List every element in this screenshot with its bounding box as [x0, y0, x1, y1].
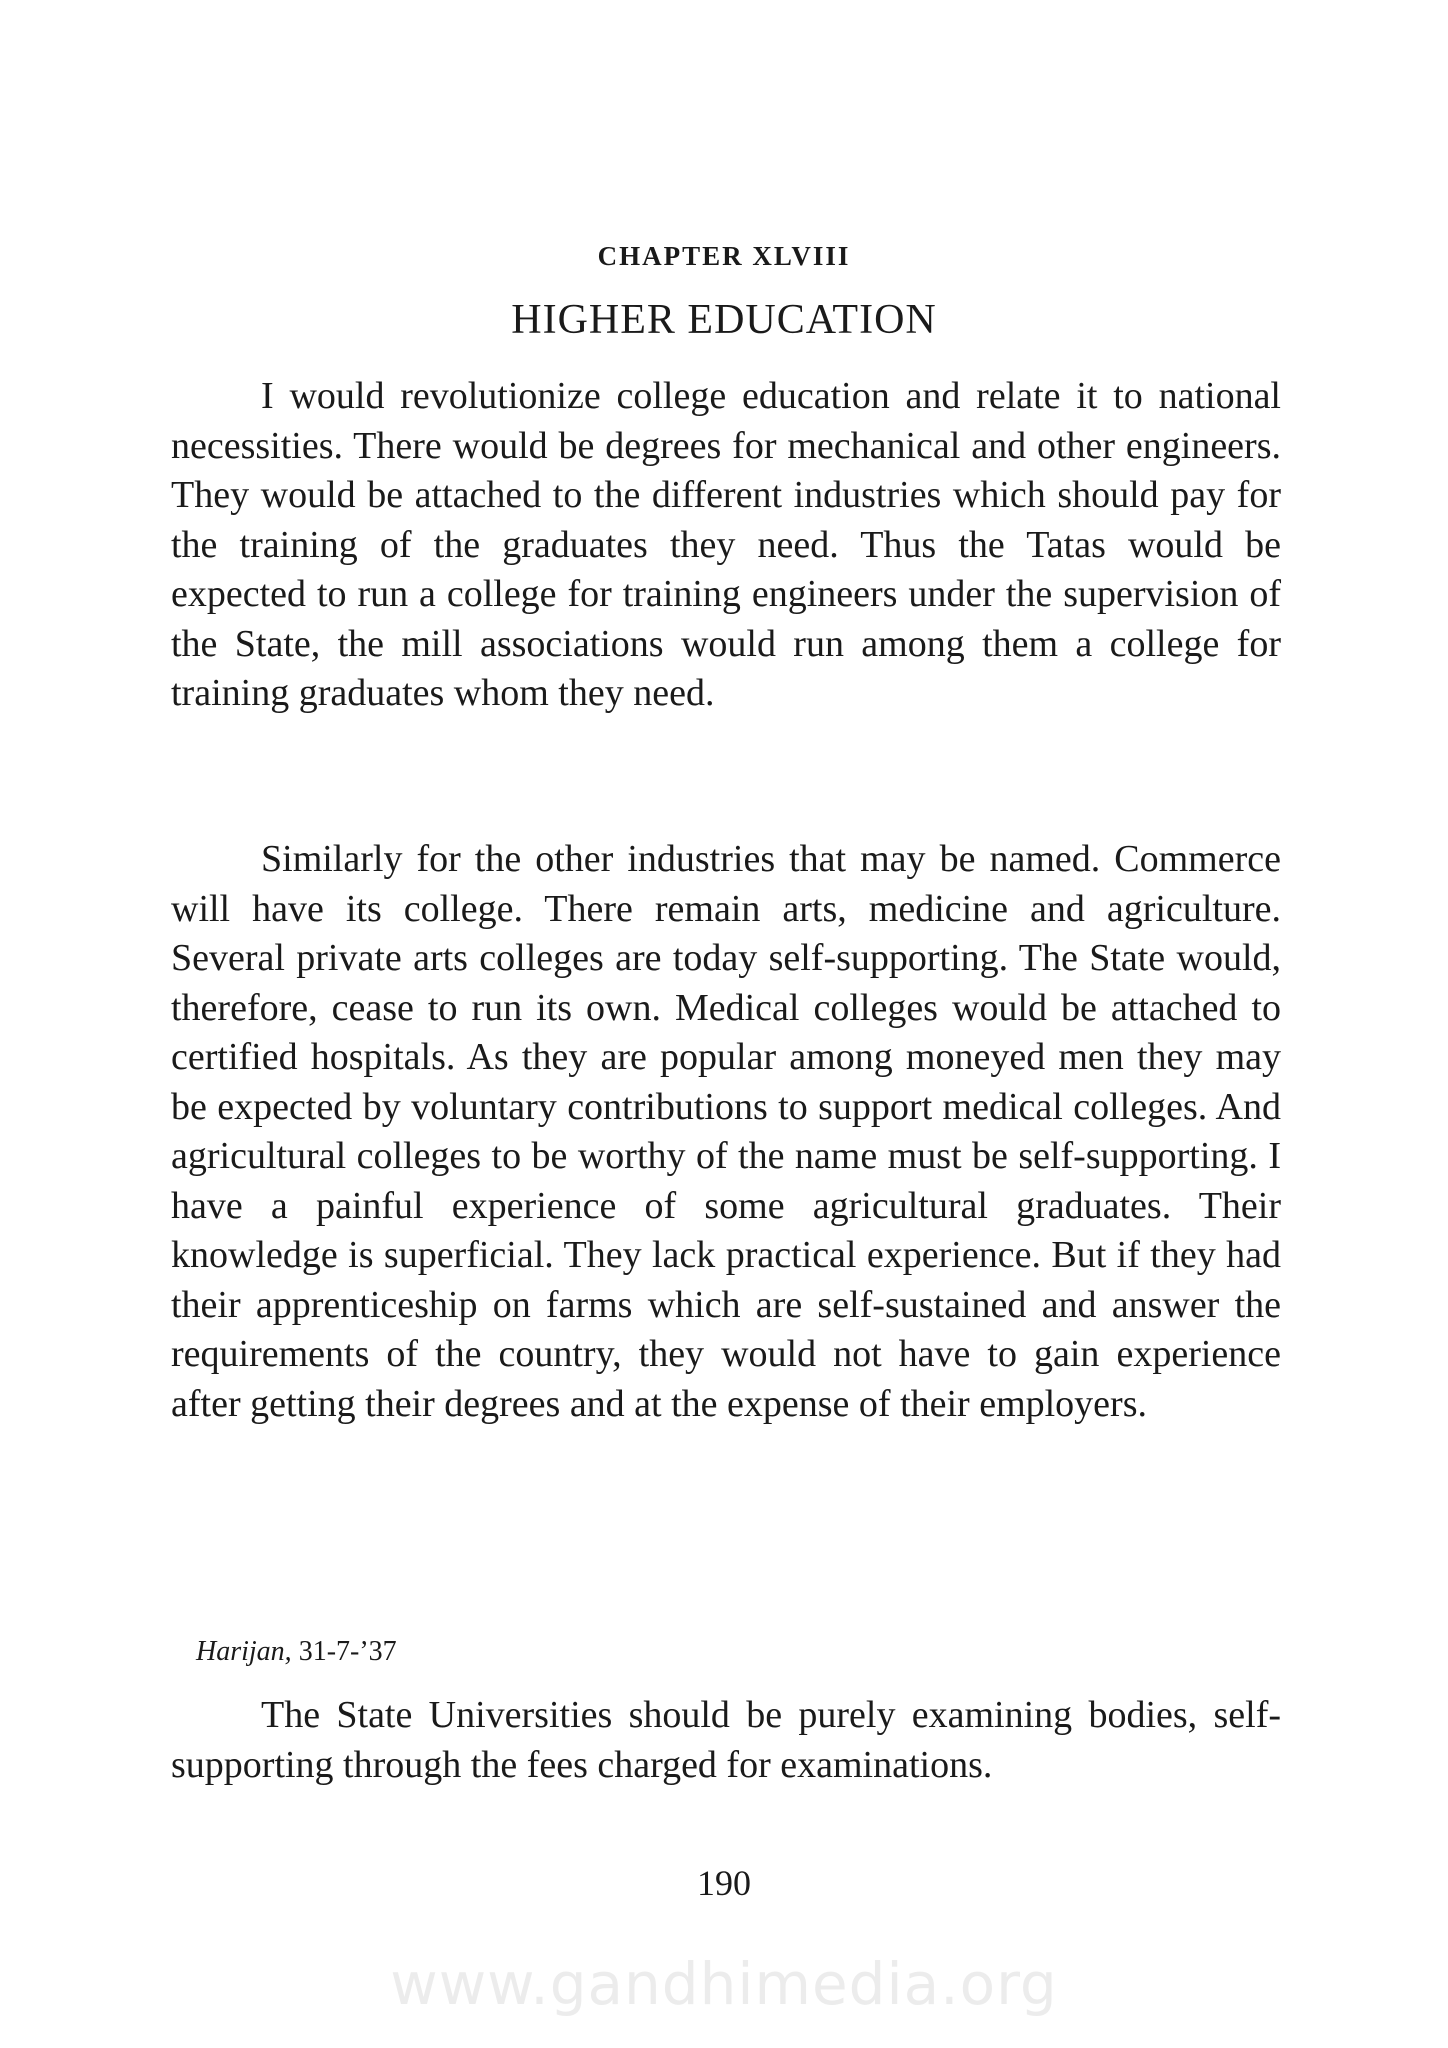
- source-citation: [196, 1636, 397, 1668]
- source-publication: Harijan,: [196, 1636, 292, 1667]
- body-paragraph: [171, 372, 1281, 719]
- paragraph-text: Similarly for the other industries that may be named. Commerce will have its college. There remain arts, medicine and agriculture. Several private arts colleges are today self-supporting. The State would, therefore, cease to run its own. Medical colleges would be attached to certified hospitals. As they are popular among moneyed men they may be expected by voluntary contributions to support medical colleges. And agricultural colleges to be worthy of the name must be self-supporting. I have a painful experience of some agricultural graduates. Their knowledge is superficial. They lack practical experience. But if they had their apprenticeship on farms which are self-sustained and answer the requirements of the country, they would not have to gain experience after getting their degrees and at the expense of their employers.: [171, 838, 1281, 1425]
- watermark: www.gandhimedia.org: [390, 1950, 1058, 2018]
- chapter-title: HIGHER EDUCATION: [511, 297, 937, 343]
- body-paragraph: [171, 1691, 1281, 1790]
- paragraph-text: The State Universities should be purely examining bodies, self-supporting through the fees charged for examinations.: [171, 1694, 1281, 1786]
- page-number: 190: [697, 1863, 751, 1903]
- paragraph-text: I would revolutionize college education and relate it to national necessities. There would be degrees for mechanical and other engineers. They would be attached to the different industries which should pay for the training of the graduates they need. Thus the Tatas would be expected to run a college for training engineers under the supervision of the State, the mill associations would run among them a college for training graduates whom they need.: [171, 375, 1281, 714]
- chapter-label: CHAPTER XLVIII: [597, 241, 851, 271]
- body-paragraph: [171, 835, 1281, 1429]
- source-date: 31-7-’37: [298, 1636, 397, 1667]
